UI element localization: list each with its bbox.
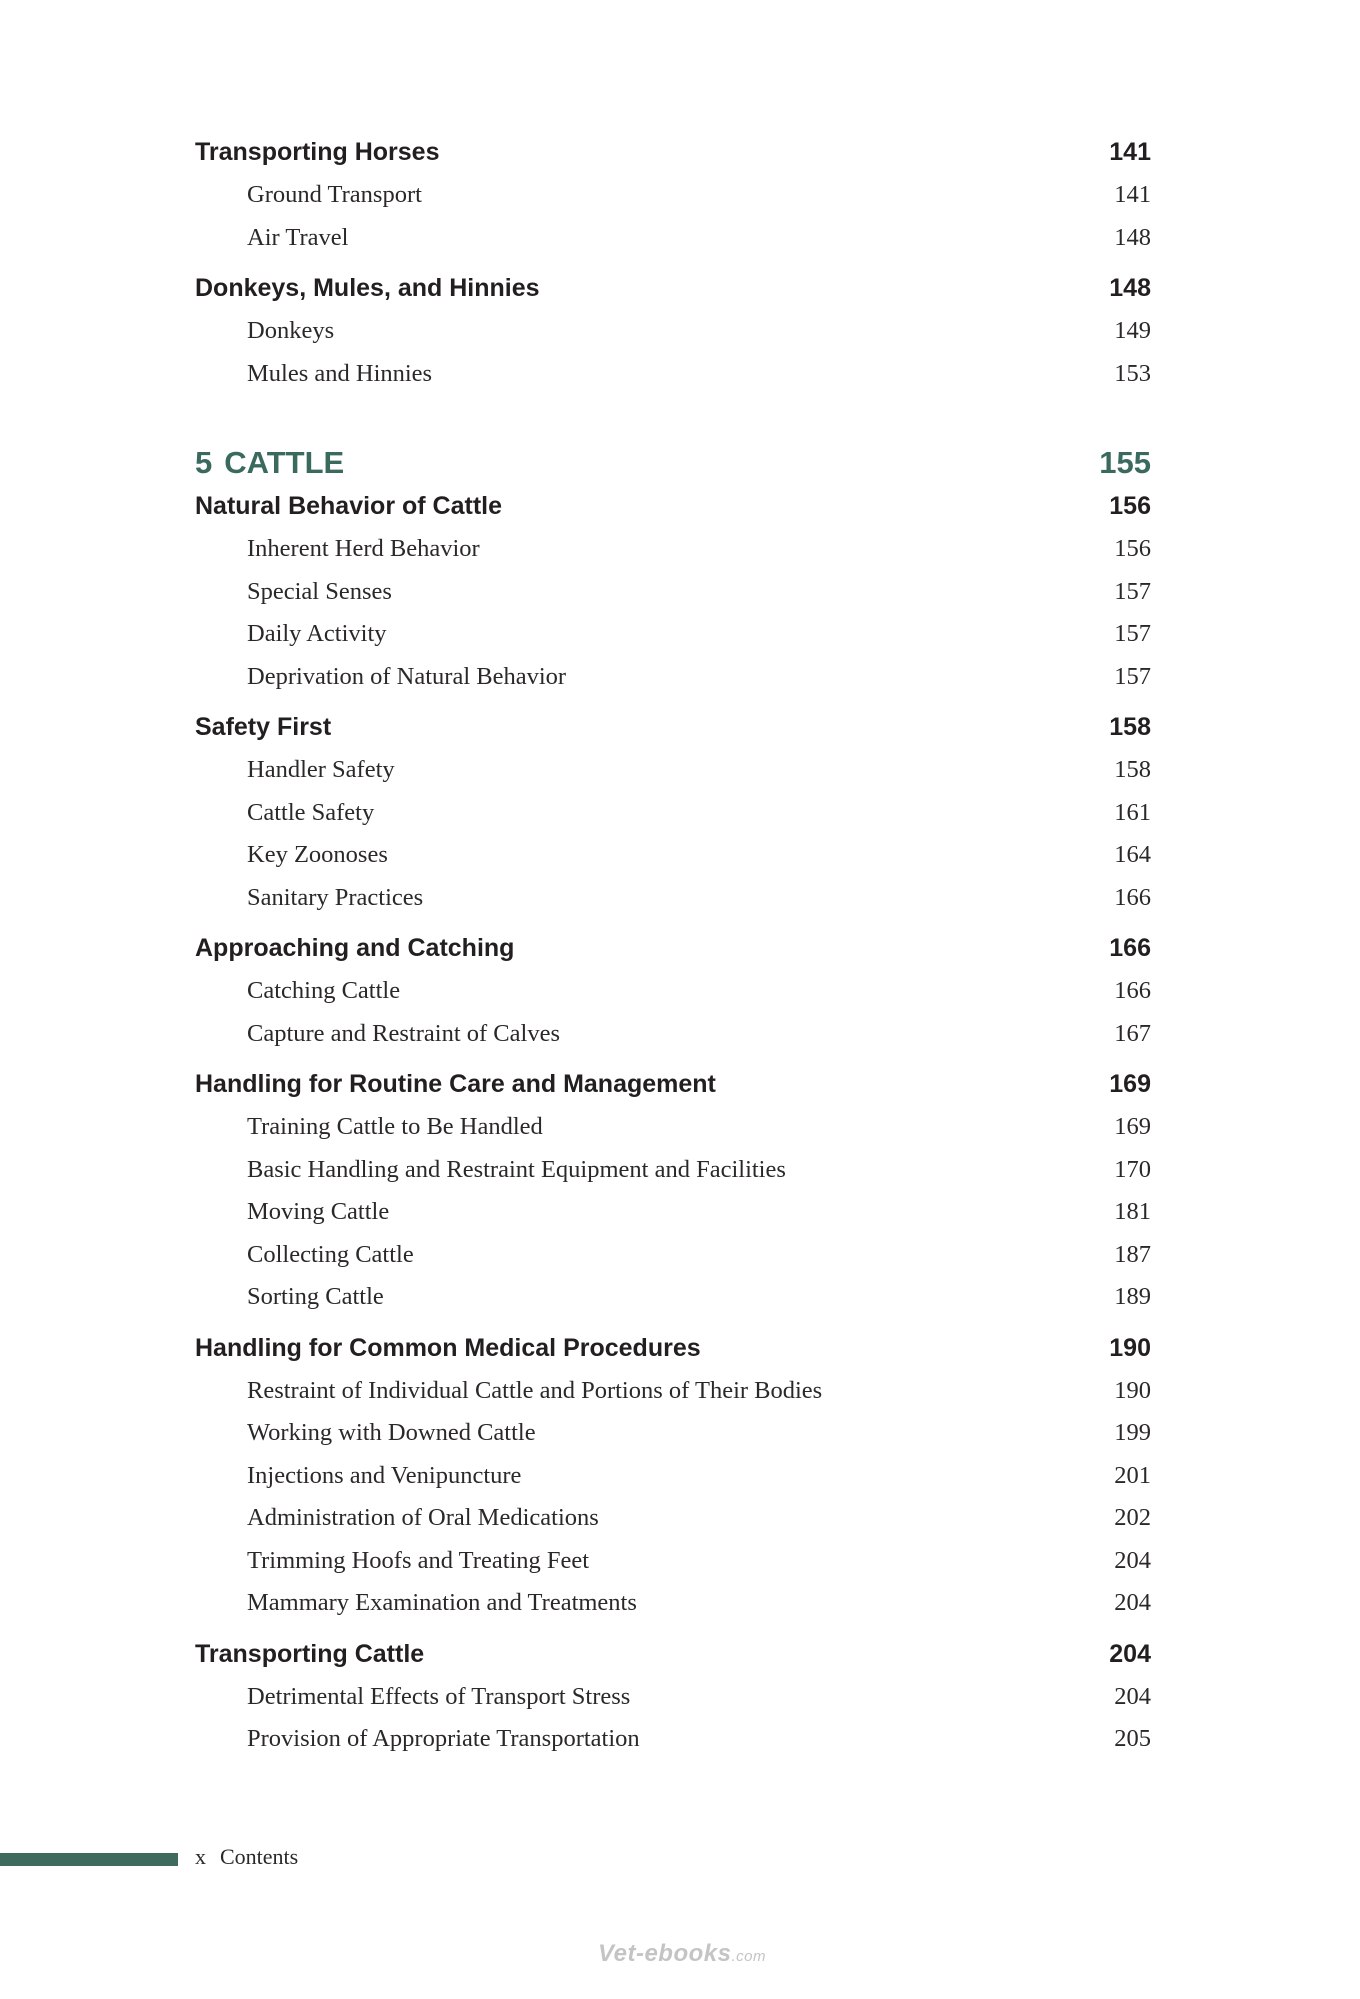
- subsection-page: 204: [1114, 1682, 1151, 1710]
- watermark-text: Vet-ebooks: [598, 1940, 732, 1967]
- subsection-page: 157: [1114, 620, 1151, 647]
- toc-subsection[interactable]: [195, 970, 1151, 1013]
- section-page: 148: [1109, 274, 1151, 302]
- section-page: 190: [1109, 1333, 1151, 1362]
- subsection-page: 199: [1114, 1419, 1151, 1446]
- subsection-title: Restraint of Individual Cattle and Portions of Their Bodies: [247, 1376, 823, 1404]
- page-number: x: [195, 1844, 206, 1869]
- subsection-title: Mules and Hinnies: [247, 359, 433, 387]
- toc-subsection[interactable]: [195, 1455, 1151, 1498]
- subsection-title: Special Senses: [247, 577, 392, 605]
- toc-subsection[interactable]: [195, 1234, 1151, 1277]
- subsection-page: 202: [1114, 1504, 1151, 1531]
- subsection-title: Sorting Cattle: [247, 1283, 384, 1310]
- section-title: Natural Behavior of Cattle: [195, 492, 503, 520]
- page-footer: [195, 1844, 312, 1870]
- subsection-title: Key Zoonoses: [247, 841, 388, 868]
- subsection-page: 148: [1114, 223, 1151, 251]
- toc-subsection[interactable]: [195, 1540, 1151, 1583]
- subsection-title: Donkeys: [247, 317, 335, 344]
- subsection-title: Collecting Cattle: [247, 1240, 414, 1268]
- section-title: Transporting Cattle: [195, 1639, 425, 1668]
- subsection-page: 187: [1114, 1240, 1151, 1268]
- section-page: 166: [1109, 934, 1151, 962]
- toc-subsection[interactable]: [195, 1412, 1151, 1455]
- section-title: Approaching and Catching: [195, 934, 515, 962]
- toc-subsection[interactable]: [195, 1191, 1151, 1234]
- subsection-title: Sanitary Practices: [247, 883, 424, 911]
- toc-section-safety-first[interactable]: [195, 705, 1151, 749]
- watermark-suffix: .com: [731, 1948, 766, 1965]
- subsection-page: 170: [1114, 1155, 1151, 1183]
- chapter-number: 5: [195, 445, 213, 480]
- toc-subsection[interactable]: [195, 1106, 1151, 1149]
- subsection-title: Mammary Examination and Treatments: [247, 1589, 637, 1616]
- subsection-title: Air Travel: [247, 223, 349, 251]
- toc-subsection[interactable]: [195, 1497, 1151, 1540]
- toc-subsection[interactable]: [195, 217, 1151, 260]
- section-title: Handling for Common Medical Procedures: [195, 1333, 701, 1362]
- toc-chapter-cattle[interactable]: [195, 442, 1151, 484]
- subsection-title: Detrimental Effects of Transport Stress: [247, 1682, 631, 1710]
- subsection-page: 153: [1114, 359, 1151, 387]
- subsection-title: Catching Cattle: [247, 977, 401, 1004]
- subsection-title: Injections and Venipuncture: [247, 1461, 522, 1489]
- subsection-title: Deprivation of Natural Behavior: [247, 662, 567, 690]
- toc-subsection[interactable]: [195, 571, 1151, 614]
- toc-section-transporting-cattle[interactable]: [195, 1632, 1151, 1676]
- footer-accent-bar: [0, 1853, 178, 1866]
- toc-section-natural-behavior[interactable]: [195, 484, 1151, 528]
- subsection-page: 156: [1114, 535, 1151, 562]
- toc-subsection[interactable]: [195, 877, 1151, 920]
- section-page: 158: [1109, 713, 1151, 741]
- toc-subsection[interactable]: [195, 1676, 1151, 1719]
- subsection-page: 149: [1114, 317, 1151, 344]
- section-title: Donkeys, Mules, and Hinnies: [195, 274, 540, 302]
- subsection-title: Provision of Appropriate Transportation: [247, 1725, 640, 1752]
- subsection-page: 201: [1114, 1461, 1151, 1489]
- toc-section-medical[interactable]: [195, 1326, 1151, 1370]
- toc-subsection[interactable]: [195, 1276, 1151, 1319]
- toc-subsection[interactable]: [195, 1370, 1151, 1413]
- subsection-page: 189: [1114, 1283, 1151, 1310]
- section-title: Transporting Horses: [195, 138, 440, 166]
- toc-subsection[interactable]: [195, 749, 1151, 792]
- subsection-title: Administration of Oral Medications: [247, 1504, 599, 1531]
- section-page: 169: [1109, 1070, 1151, 1098]
- subsection-title: Inherent Herd Behavior: [247, 535, 480, 562]
- toc-subsection[interactable]: [195, 310, 1151, 353]
- section-title: Safety First: [195, 713, 332, 741]
- toc-subsection[interactable]: [195, 1582, 1151, 1625]
- running-footer-label: Contents: [220, 1844, 299, 1869]
- subsection-page: 164: [1114, 841, 1151, 868]
- toc-subsection[interactable]: [195, 353, 1151, 396]
- section-title: Handling for Routine Care and Management: [195, 1070, 716, 1098]
- toc-subsection[interactable]: [195, 1149, 1151, 1192]
- toc-subsection[interactable]: [195, 528, 1151, 571]
- subsection-page: 167: [1114, 1019, 1151, 1047]
- chapter-heading: [195, 442, 344, 484]
- toc-subsection[interactable]: [195, 792, 1151, 835]
- watermark-logo: [598, 1940, 766, 1968]
- subsection-title: Ground Transport: [247, 181, 422, 208]
- toc-section-approaching[interactable]: [195, 926, 1151, 970]
- toc-section-donkeys[interactable]: [195, 266, 1151, 310]
- subsection-page: 204: [1114, 1589, 1151, 1616]
- subsection-page: 204: [1114, 1546, 1151, 1574]
- chapter-page: 155: [1099, 445, 1151, 480]
- subsection-page: 181: [1114, 1198, 1151, 1225]
- subsection-title: Daily Activity: [247, 620, 387, 647]
- toc-subsection[interactable]: [195, 656, 1151, 699]
- toc-subsection[interactable]: [195, 174, 1151, 217]
- chapter-title: CATTLE: [224, 445, 345, 480]
- subsection-title: Training Cattle to Be Handled: [247, 1113, 543, 1140]
- subsection-page: 158: [1114, 756, 1151, 783]
- subsection-page: 169: [1114, 1113, 1151, 1140]
- subsection-page: 141: [1114, 181, 1151, 208]
- subsection-title: Basic Handling and Restraint Equipment and Facilities: [247, 1155, 786, 1183]
- subsection-title: Cattle Safety: [247, 798, 375, 826]
- subsection-page: 161: [1114, 798, 1151, 826]
- toc-subsection[interactable]: [195, 613, 1151, 656]
- toc-subsection[interactable]: [195, 1013, 1151, 1056]
- subsection-title: Working with Downed Cattle: [247, 1419, 536, 1446]
- toc-section-routine-care[interactable]: [195, 1062, 1151, 1106]
- section-page: 204: [1109, 1639, 1151, 1668]
- table-of-contents: [195, 130, 1151, 1761]
- subsection-page: 190: [1114, 1376, 1151, 1404]
- toc-subsection[interactable]: [195, 834, 1151, 877]
- toc-subsection[interactable]: [195, 1718, 1151, 1761]
- subsection-title: Handler Safety: [247, 756, 395, 783]
- subsection-page: 166: [1114, 977, 1151, 1004]
- subsection-title: Capture and Restraint of Calves: [247, 1019, 560, 1047]
- subsection-page: 205: [1114, 1725, 1151, 1752]
- toc-section-transporting-horses[interactable]: [195, 130, 1151, 174]
- section-page: 156: [1109, 492, 1151, 520]
- subsection-page: 157: [1114, 577, 1151, 605]
- subsection-title: Moving Cattle: [247, 1198, 390, 1225]
- subsection-page: 166: [1114, 883, 1151, 911]
- subsection-title: Trimming Hoofs and Treating Feet: [247, 1546, 590, 1574]
- section-page: 141: [1109, 138, 1151, 166]
- subsection-page: 157: [1114, 662, 1151, 690]
